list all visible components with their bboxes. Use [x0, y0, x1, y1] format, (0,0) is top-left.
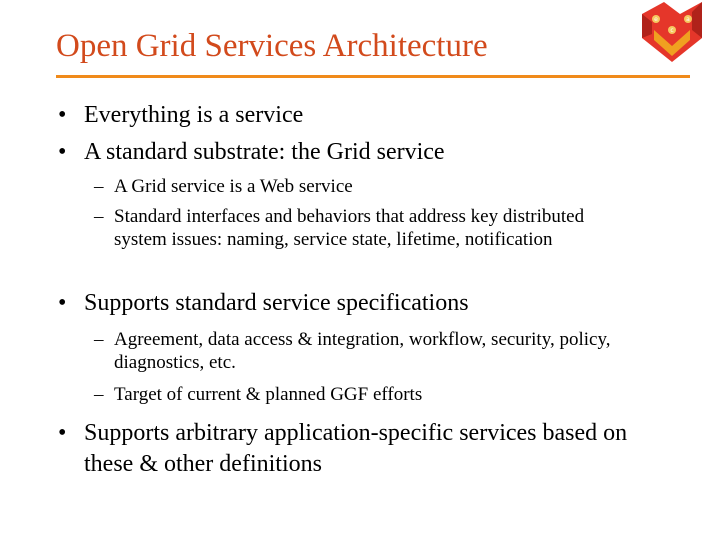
bullet-text: A standard substrate: the Grid service: [84, 139, 445, 165]
sub-bullet-text: Standard interfaces and behaviors that address key distributed system issues: naming, service state, lifetime, notification: [114, 206, 585, 250]
dash-glyph: –: [94, 206, 104, 227]
sub-bullet-item: [94, 328, 694, 374]
bullet-glyph: •: [58, 139, 67, 165]
bullet-item: [58, 138, 698, 166]
slide-title: Open Grid Services Architecture: [56, 28, 488, 64]
logo-letter-a: a: [686, 16, 690, 23]
sub-bullet-text: A Grid service is a Web service: [114, 176, 353, 197]
bullet-item: [58, 289, 698, 317]
logo-letter-e: e: [654, 16, 658, 23]
bullet-glyph: •: [58, 102, 67, 128]
grid-logo-icon: [640, 0, 705, 65]
bullet-item: [58, 418, 658, 480]
bullet-text: Everything is a service: [84, 102, 304, 128]
sub-bullet-item: [94, 205, 634, 251]
dash-glyph: –: [94, 176, 104, 197]
bullet-item: [58, 101, 698, 129]
logo-letter-c: c: [670, 27, 674, 34]
sub-bullet-text: Target of current & planned GGF efforts: [114, 384, 423, 405]
sub-bullet-text: Agreement, data access & integration, workflow, security, policy, diagnostics, etc.: [114, 329, 611, 373]
bullet-glyph: •: [58, 420, 67, 446]
bullet-text: Supports arbitrary application-specific services based on these & other definitions: [84, 420, 628, 477]
dash-glyph: –: [94, 329, 104, 350]
sub-bullet-item: [94, 175, 694, 198]
bullet-text: Supports standard service specifications: [84, 290, 469, 316]
sub-bullet-item: [94, 383, 694, 406]
bullet-glyph: •: [58, 290, 67, 316]
title-underline: [56, 75, 690, 78]
dash-glyph: –: [94, 384, 104, 405]
